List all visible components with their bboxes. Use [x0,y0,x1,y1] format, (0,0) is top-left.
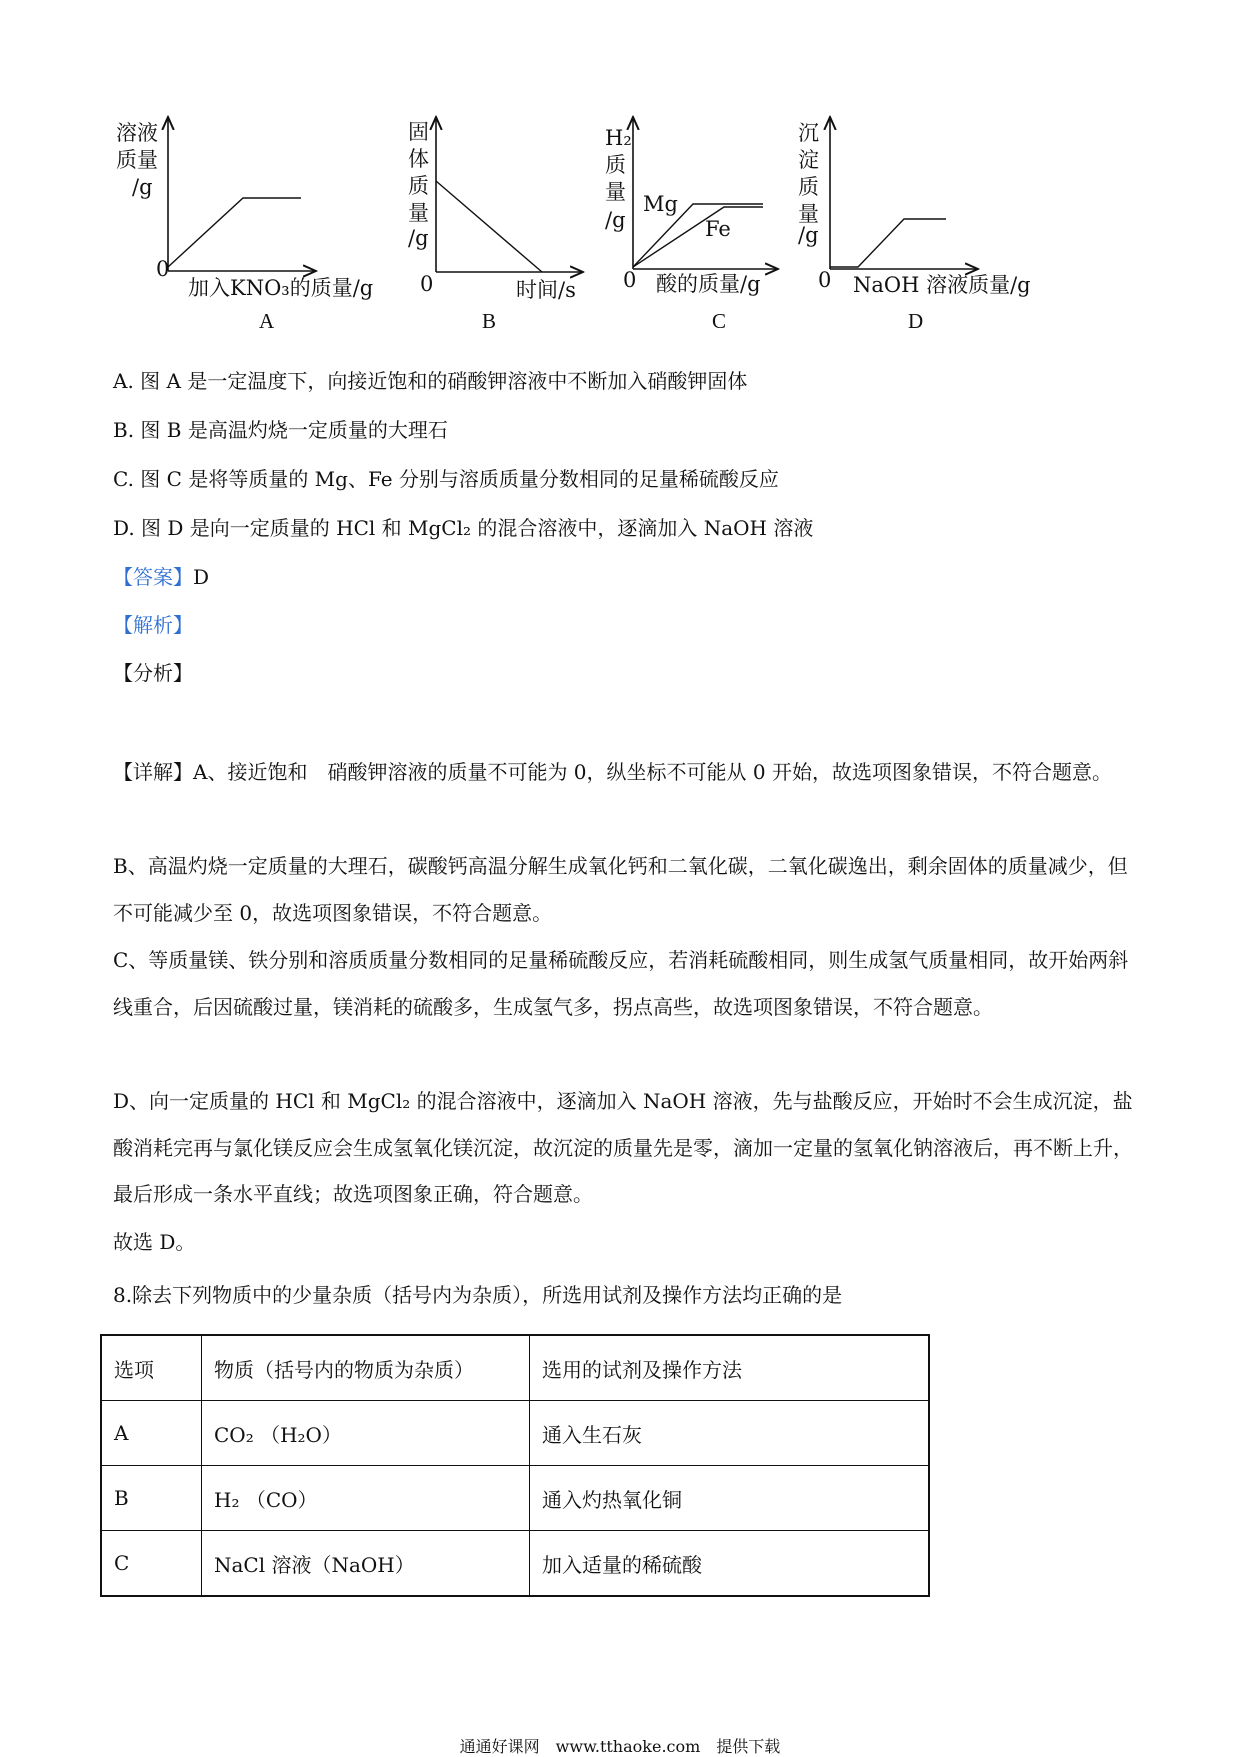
question8-table [100,1334,930,1597]
graph-c-series-mg: Mg [643,192,678,216]
graph-a-ylabel-2: 质量 [116,148,158,172]
graph-b-ylabel-5: /g [408,226,429,250]
graph-c-ylabel-3: 量 [605,180,626,204]
detail-p1 [113,749,1133,796]
graph-b-ylabel-4: 量 [408,201,429,225]
graph-b-ylabel-2: 体 [408,147,429,171]
question8-stem: 8.除去下列物质中的少量杂质（括号内为杂质），所选用试剂及操作方法均正确的是 [113,1283,843,1307]
graph-a-ylabel-3: /g [132,175,153,199]
detail-label: 【详解】 [113,760,193,784]
option-b: B. 图 B 是高温灼烧一定质量的大理石 [113,418,448,442]
graph-b-origin: 0 [420,272,434,296]
option-a: A. 图 A 是一定温度下，向接近饱和的硝酸钾溶液中不断加入硝酸钾固体 [113,369,748,393]
analysis-label: 【解析】 [113,613,193,637]
table-cell: 通入生石灰 [530,1401,930,1466]
table-cell: A [101,1401,202,1466]
graph-d-ylabel-3: 质 [798,175,819,199]
table-cell: B [101,1466,202,1531]
graph-a [116,117,373,333]
graph-d-ylabel-1: 沉 [798,121,819,145]
table-cell: NaCl 溶液（NaOH） [202,1531,530,1597]
table-cell: 通入灼热氧化铜 [530,1466,930,1531]
graph-b-xlabel: 时间/s [516,278,576,302]
page-footer: 通通好课网 www.tthaoke.com 提供下载 [459,1737,781,1756]
table-cell: CO₂ （H₂O） [202,1401,530,1466]
graph-d-ylabel-2: 淀 [798,148,819,172]
graph-c [605,117,778,333]
graph-c-ylabel-2: 质 [605,153,626,177]
graph-d-origin: 0 [818,268,832,292]
detail-p2: B、高温灼烧一定质量的大理石，碳酸钙高温分解生成氧化钙和二氧化碳，二氧化碳逸出，剩余固体的质量减少，但不可能减少至 0，故选项图象错误，不符合题意。 [113,854,1128,925]
table-header-cell: 选项 [101,1335,202,1401]
graph-b-curve [436,181,542,272]
table-cell: H₂ （CO） [202,1466,530,1531]
answer-label: 【答案】 [113,565,193,589]
graphs-svg [108,115,1048,335]
table-row [101,1401,929,1466]
table-header-cell: 选用的试剂及操作方法 [530,1335,930,1401]
graph-b-caption: B [482,309,497,333]
graph-d-caption: D [908,309,924,333]
table-cell: 加入适量的稀硫酸 [530,1531,930,1597]
graph-d [798,117,1031,333]
table-header-cell: 物质（括号内的物质为杂质） [202,1335,530,1401]
graph-d-ylabel-4: 量 [798,202,819,226]
graph-a-xlabel: 加入KNO₃的质量/g [188,276,374,300]
graph-c-xlabel: 酸的质量/g [656,272,761,296]
graph-c-origin: 0 [623,268,637,292]
detail-p3: C、等质量镁、铁分别和溶质质量分数相同的足量稀硫酸反应，若消耗硫酸相同，则生成氢气质量相同，故开始两斜线重合，后因硫酸过量，镁消耗的硫酸多，生成氢气多，拐点高些，故选项图象错误，不符合题意。 [113,948,1129,1019]
graph-c-caption: C [712,309,727,333]
option-c: C. 图 C 是将等质量的 Mg、Fe 分别与溶质质量分数相同的足量稀硫酸反应 [113,467,779,491]
answer-line [113,564,209,590]
graph-c-series-fe: Fe [705,217,731,241]
detail-p5: 故选 D。 [113,1230,196,1254]
answer-value: D [193,565,210,589]
graph-b-ylabel-1: 固 [408,120,429,144]
graph-a-ylabel-1: 溶液 [116,121,158,145]
graph-a-origin: 0 [156,257,170,281]
graph-d-ylabel-5: /g [798,223,819,247]
graph-a-curve [168,198,301,267]
graph-c-fe-curve [633,207,763,267]
graph-d-curve [830,219,946,267]
detail-p1-text: A、接近饱和 硝酸钾溶液的质量不可能为 0，纵坐标不可能从 0 开始，故选项图象错误，不符合题意。 [193,760,1112,784]
option-d: D. 图 D 是向一定质量的 HCl 和 MgCl₂ 的混合溶液中，逐滴加入 NaOH 溶液 [113,516,814,540]
graph-c-ylabel-1: H₂ [605,126,632,150]
graph-d-xlabel: NaOH 溶液质量/g [853,273,1031,297]
table-cell: C [101,1531,202,1597]
detail-p4: D、向一定质量的 HCl 和 MgCl₂ 的混合溶液中，逐滴加入 NaOH 溶液，先与盐酸反应，开始时不会生成沉淀，盐酸消耗完再与氯化镁反应会生成氢氧化镁沉淀，故沉淀的质量先是零，滴加一定量的氢氧化钠溶液后，再不断上升，最后形成一条水平直线；故选项图象正确，符合题意。 [113,1089,1133,1206]
graph-c-ylabel-4: /g [605,208,626,232]
table-header-row [101,1335,929,1401]
fenxi-label: 【分析】 [113,661,193,685]
graphs-row [108,115,1048,335]
graph-b-ylabel-3: 质 [408,174,429,198]
graph-a-caption: A [259,309,275,333]
graph-b [408,117,583,333]
table-row [101,1531,929,1597]
table-row [101,1466,929,1531]
